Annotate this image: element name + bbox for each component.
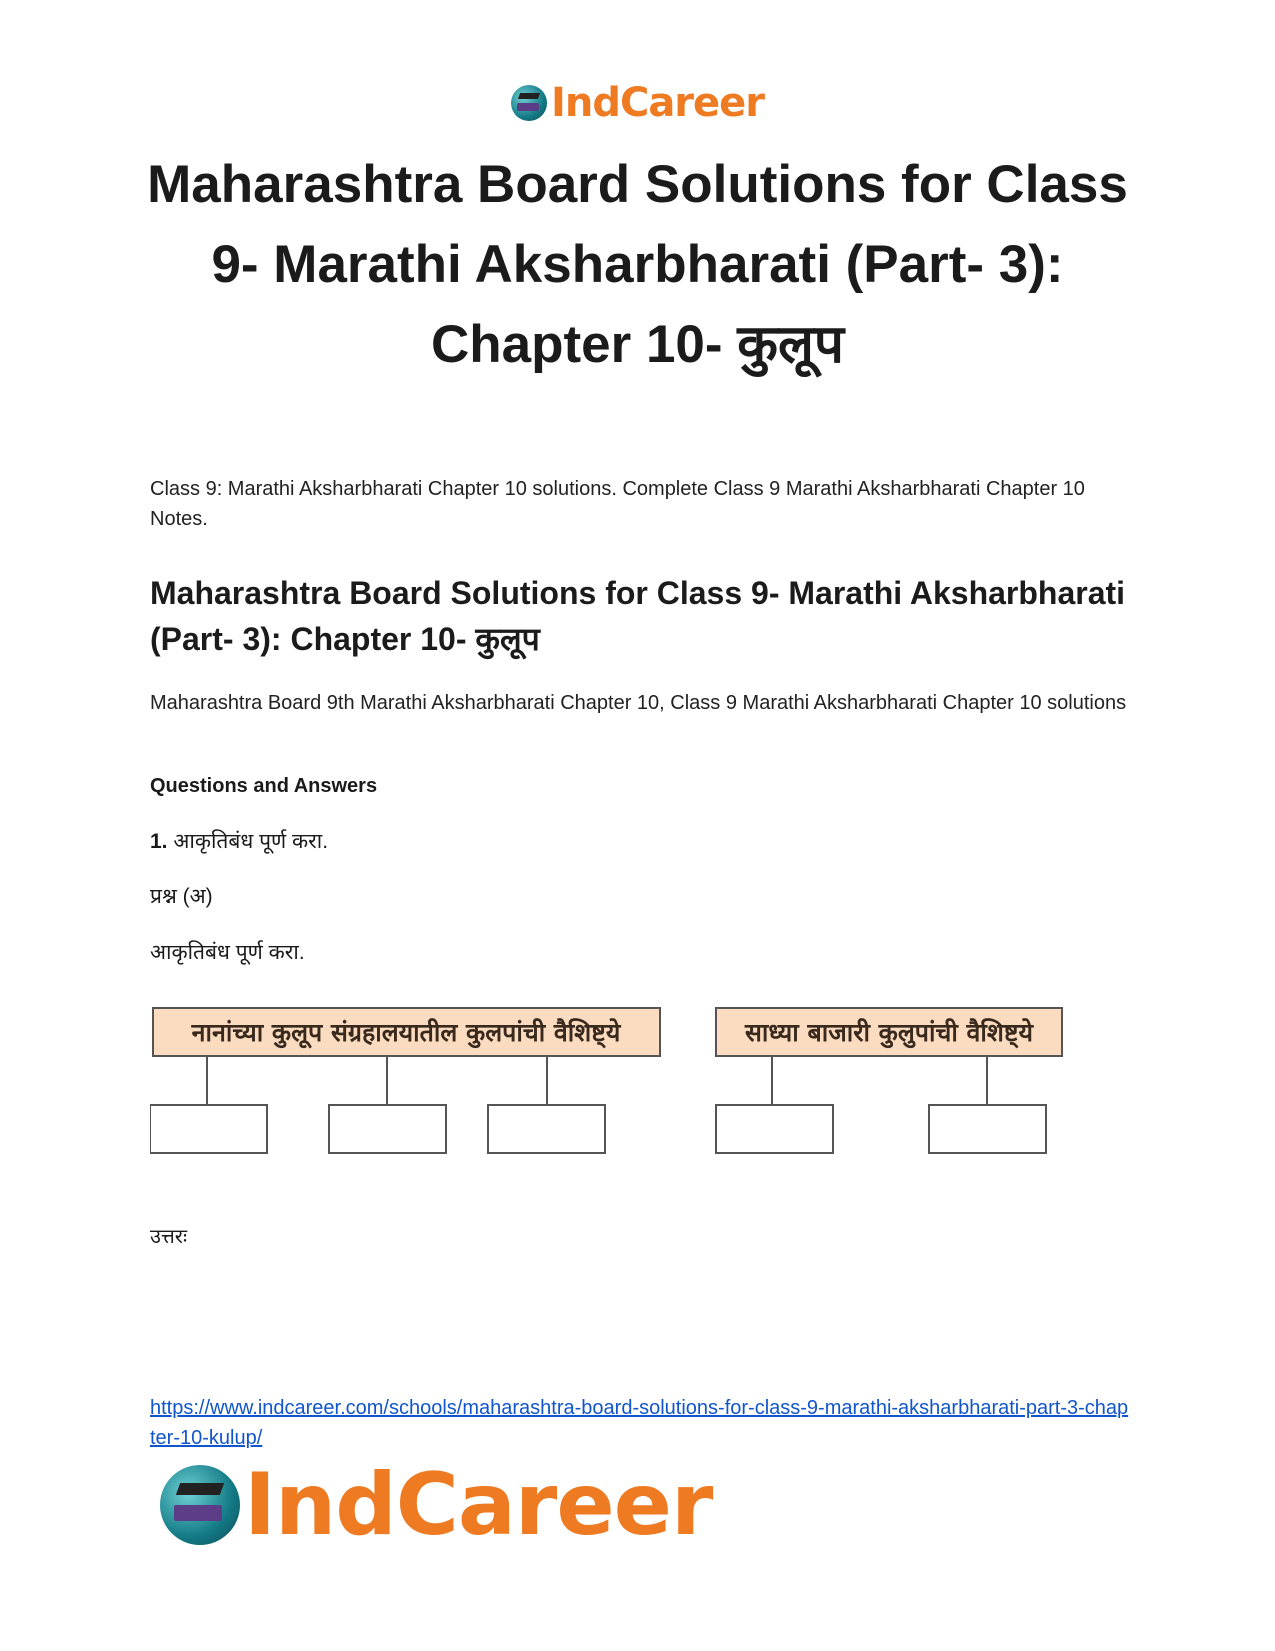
brand-logo-large (160, 1455, 712, 1555)
answer-label: उत्तरः (150, 1226, 187, 1248)
left-header-text: नानांच्या कुलूप संग्रहालयातील कुलपांची वैशिष्ट्ये (191, 1018, 621, 1047)
web-diagram (150, 1000, 1110, 1160)
answer-box (716, 1105, 833, 1153)
section-heading: Maharashtra Board Solutions for Class 9- Marathi Aksharbharati (Part- 3): Chapter 10- कुलूप (150, 575, 1126, 657)
globe-logo-icon (511, 85, 547, 121)
globe-logo-icon (160, 1465, 240, 1545)
answer-box (329, 1105, 446, 1153)
right-header-text: साध्या बाजारी कुलुपांची वैशिष्ट्ये (745, 1018, 1033, 1047)
question-instruction: आकृतिबंध पूर्ण करा. (150, 941, 305, 964)
page-title: Maharashtra Board Solutions for Class 9- Marathi Aksharbharati (Part- 3): Chapter 10- कुलूप (147, 155, 1128, 374)
qa-heading: Questions and Answers (150, 775, 378, 797)
footer-logo (160, 1455, 712, 1555)
question-number: 1. (150, 830, 168, 853)
question-text: आकृतिबंध पूर्ण करा. (173, 830, 329, 853)
brand-name-large: IndCareer (244, 1455, 713, 1555)
intro-paragraph: Class 9: Marathi Aksharbharati Chapter 10 solutions. Complete Class 9 Marathi Aksharbharati Chapter 10 Notes. (150, 478, 1085, 530)
source-link[interactable]: https://www.indcareer.com/schools/maharashtra-board-solutions-for-class-9-marathi-aksharbharati-part-3-chapter-10-kulup/ (150, 1397, 1129, 1449)
header-logo (0, 80, 1275, 126)
answer-box (150, 1105, 267, 1153)
question-1 (150, 827, 328, 855)
answer-box (929, 1105, 1046, 1153)
answer-box (488, 1105, 605, 1153)
question-part-label: प्रश्न (अ) (150, 885, 213, 908)
brand-logo (511, 80, 764, 126)
description-paragraph: Maharashtra Board 9th Marathi Aksharbharati Chapter 10, Class 9 Marathi Aksharbharati Chapter 10 solutions (150, 692, 1127, 714)
brand-name: IndCareer (550, 80, 765, 126)
